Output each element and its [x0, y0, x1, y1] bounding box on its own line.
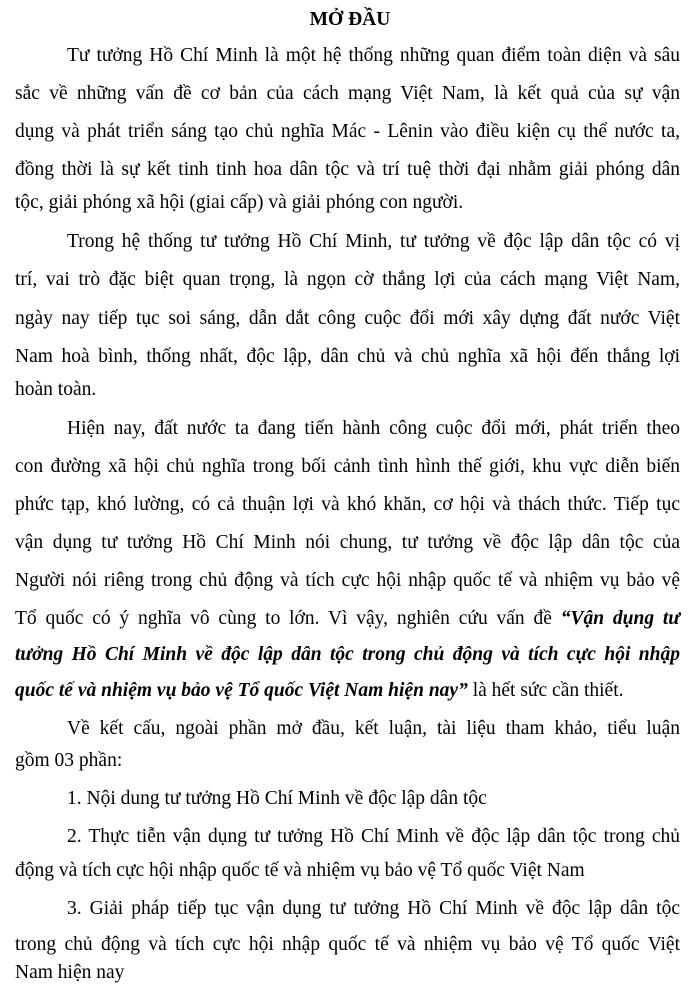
emphasized-title: tưởng Hồ Chí Minh về độc lập dân tộc trong chủ động và tích cực hội nhập: [15, 644, 680, 665]
paragraph-line: trí, vai trò đặc biệt quan trọng, là ngọn cờ thắng lợi của cách mạng Việt Nam,: [15, 269, 680, 290]
paragraph-line: vận dụng tư tưởng Hồ Chí Minh nói chung, tư tưởng về độc lập dân tộc của: [15, 532, 680, 553]
list-item: Nam hiện nay: [15, 962, 125, 983]
emphasized-title: quốc tế và nhiệm vụ bảo vệ Tổ quốc Việt Nam hiện nay”: [15, 680, 468, 701]
text-run: là hết sức cần thiết.: [467, 680, 624, 701]
paragraph-line: phức tạp, khó lường, có cả thuận lợi và khó khăn, cơ hội và thách thức. Tiếp tục: [15, 494, 680, 515]
paragraph-line: con đường xã hội chủ nghĩa trong bối cảnh tình hình thế giới, khu vực diễn biến: [15, 456, 680, 477]
list-item: 3. Giải pháp tiếp tục vận dụng tư tưởng Hồ Chí Minh về độc lập dân tộc: [67, 898, 680, 919]
paragraph-line: hoàn toàn.: [15, 379, 97, 400]
list-item: 2. Thực tiễn vận dụng tư tưởng Hồ Chí Minh về độc lập dân tộc trong chủ: [67, 826, 680, 847]
list-item: trong chủ động và tích cực hội nhập quốc tế và nhiệm vụ bảo vệ Tổ quốc Việt: [15, 934, 680, 955]
paragraph-line: Hiện nay, đất nước ta đang tiến hành công cuộc đổi mới, phát triển theo: [67, 418, 680, 439]
text-run: Tổ quốc có ý nghĩa vô cùng to lớn. Vì vậy, nghiên cứu vấn đề: [15, 608, 552, 629]
page-title: MỞ ĐẦU: [309, 9, 391, 30]
paragraph-line: sắc về những vấn đề cơ bản của cách mạng Việt Nam, là kết quả của sự vận: [15, 83, 680, 104]
list-item: động và tích cực hội nhập quốc tế và nhiệm vụ bảo vệ Tổ quốc Việt Nam: [15, 860, 585, 881]
paragraph-line: tộc, giải phóng xã hội (giai cấp) và giải phóng con người.: [15, 192, 464, 213]
paragraph-line: đồng thời là sự kết tinh tinh hoa dân tộc và trí tuệ thời đại nhằm giải phóng dân: [15, 159, 680, 180]
list-item: 1. Nội dung tư tưởng Hồ Chí Minh về độc lập dân tộc: [67, 788, 487, 809]
paragraph-line: Người nói riêng trong chủ động và tích cực hội nhập quốc tế và nhiệm vụ bảo vệ: [15, 570, 680, 591]
paragraph-line: dụng và phát triển sáng tạo chủ nghĩa Mác - Lênin vào điều kiện cụ thể nước ta,: [15, 121, 680, 142]
emphasized-title: “Vận dụng tư: [560, 608, 680, 629]
paragraph-line: Tư tưởng Hồ Chí Minh là một hệ thống những quan điểm toàn diện và sâu: [67, 45, 680, 66]
paragraph-line: Trong hệ thống tư tưởng Hồ Chí Minh, tư tưởng về độc lập dân tộc có vị: [67, 231, 680, 252]
paragraph-line: ngày nay tiếp tục soi sáng, dẫn dắt công cuộc đổi mới xây dựng đất nước Việt: [15, 308, 680, 329]
paragraph-line: [15, 604, 680, 634]
paragraph-line: gồm 03 phần:: [15, 750, 123, 771]
paragraph-line: Về kết cấu, ngoài phần mở đầu, kết luận, tài liệu tham khảo, tiểu luận: [67, 718, 680, 739]
paragraph-line: [15, 676, 680, 706]
paragraph-line: Nam hoà bình, thống nhất, độc lập, dân chủ và chủ nghĩa xã hội đến thắng lợi: [15, 346, 680, 367]
